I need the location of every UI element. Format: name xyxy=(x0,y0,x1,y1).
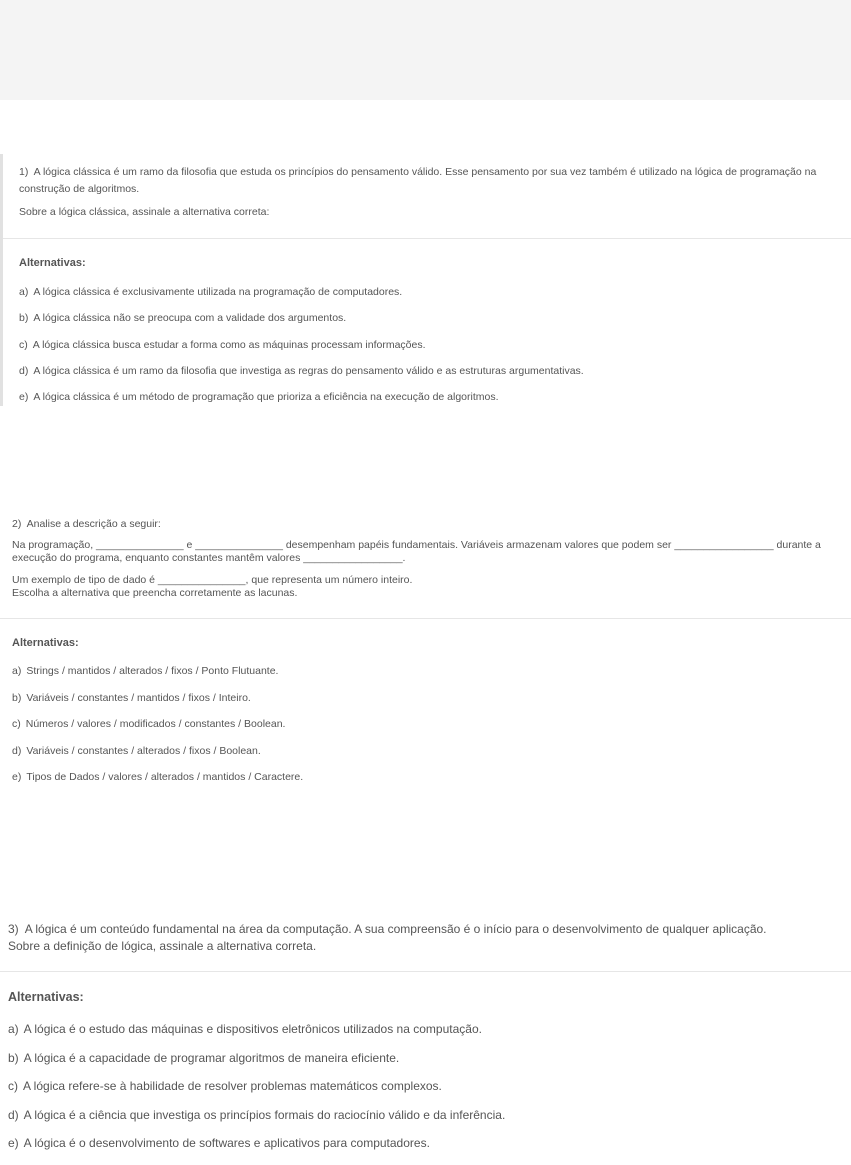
option-letter: d) xyxy=(8,1107,19,1122)
question-number: 1) xyxy=(19,166,29,178)
option-letter: a) xyxy=(12,665,22,677)
option-d[interactable] xyxy=(8,1108,851,1137)
option-letter: e) xyxy=(19,391,29,404)
option-text: Números / valores / modificados / constantes / Boolean. xyxy=(25,718,286,730)
alternatives-title: Alternativas: xyxy=(19,257,86,269)
option-c[interactable] xyxy=(8,1079,851,1108)
option-a[interactable] xyxy=(12,665,851,692)
question-text: Analise a descrição a seguir: xyxy=(26,518,161,530)
option-e[interactable] xyxy=(8,1136,851,1165)
question-2-stem xyxy=(12,518,851,531)
alternatives-title: Alternativas: xyxy=(8,990,84,1004)
option-text: A lógica clássica é exclusivamente utilizada na programação de computadores. xyxy=(33,286,403,298)
question-2-paragraph: Na programação, _______________ e _______________ desempenham papéis fundamentais. Variáveis armazenam valores que podem ser _________________ durante a execução do programa, enquanto constantes mantêm valores _________________. xyxy=(12,539,821,564)
option-letter: e) xyxy=(8,1136,19,1151)
option-d[interactable] xyxy=(12,745,851,772)
option-b[interactable] xyxy=(12,692,851,719)
question-number: 3) xyxy=(8,922,19,936)
option-a[interactable] xyxy=(19,286,851,312)
question-2-example: Um exemplo de tipo de dado é _______________, que representa um número inteiro. xyxy=(12,574,413,586)
question-text: A lógica clássica é um ramo da filosofia que estuda os princípios do pensamento válido. Esse pensamento por sua vez também é utilizado na lógica de programação na construção de algoritmos. xyxy=(19,166,817,195)
option-c[interactable] xyxy=(12,718,851,745)
option-text: A lógica refere-se à habilidade de resolver problemas matemáticos complexos. xyxy=(23,1079,442,1094)
option-text: A lógica é o desenvolvimento de softwares e aplicativos para computadores. xyxy=(23,1136,430,1151)
question-1-subtext: Sobre a lógica clássica, assinale a alternativa correta: xyxy=(19,206,270,218)
option-text: A lógica é o estudo das máquinas e dispositivos eletrônicos utilizados na computação. xyxy=(23,1022,482,1036)
option-b[interactable] xyxy=(8,1051,851,1080)
option-text: A lógica clássica é um método de programação que prioriza a eficiência na execução de algoritmos. xyxy=(33,391,499,404)
option-letter: c) xyxy=(12,718,21,730)
option-text: A lógica é a ciência que investiga os princípios formais do raciocínio válido e da inferência. xyxy=(23,1107,506,1122)
alternatives-list xyxy=(12,665,851,798)
question-text: A lógica é um conteúdo fundamental na área da computação. A sua compreensão é o início para o desenvolvimento de qualquer aplicação. xyxy=(24,922,767,936)
option-e[interactable] xyxy=(12,771,851,798)
option-text: A lógica clássica busca estudar a forma como as máquinas processam informações. xyxy=(32,338,426,351)
divider xyxy=(3,238,851,239)
option-e[interactable] xyxy=(19,391,851,417)
question-2 xyxy=(0,510,851,798)
option-text: A lógica clássica é um ramo da filosofia que investiga as regras do pensamento válido e as estruturas argumentativas. xyxy=(33,364,584,377)
question-3-stem xyxy=(8,921,851,938)
option-b[interactable] xyxy=(19,312,851,338)
divider xyxy=(0,618,851,619)
alternatives-list xyxy=(8,1022,851,1165)
question-2-instruction: Escolha a alternativa que preencha corretamente as lacunas. xyxy=(12,587,298,599)
option-text: Variáveis / constantes / mantidos / fixos / Inteiro. xyxy=(26,691,251,704)
option-letter: e) xyxy=(12,771,22,783)
option-letter: d) xyxy=(19,364,29,377)
option-text: A lógica é a capacidade de programar algoritmos de maneira eficiente. xyxy=(23,1050,400,1065)
question-1-stem xyxy=(19,164,851,198)
option-letter: b) xyxy=(8,1050,19,1065)
question-3 xyxy=(0,913,851,1165)
question-3-subtext: Sobre a definição de lógica, assinale a alternativa correta. xyxy=(8,939,317,953)
option-letter: c) xyxy=(19,338,28,351)
question-1 xyxy=(0,154,851,406)
question-number: 2) xyxy=(12,518,22,530)
option-text: A lógica clássica não se preocupa com a validade dos argumentos. xyxy=(33,312,347,325)
option-text: Variáveis / constantes / alterados / fixos / Boolean. xyxy=(26,744,261,757)
option-c[interactable] xyxy=(19,339,851,365)
option-letter: a) xyxy=(8,1022,19,1036)
top-header-band xyxy=(0,0,851,100)
option-a[interactable] xyxy=(8,1022,851,1051)
alternatives-title: Alternativas: xyxy=(12,637,79,649)
alternatives-list xyxy=(19,286,851,417)
option-d[interactable] xyxy=(19,365,851,391)
option-letter: a) xyxy=(19,286,29,298)
option-letter: b) xyxy=(19,312,29,325)
option-letter: c) xyxy=(8,1079,18,1094)
option-letter: d) xyxy=(12,744,22,757)
divider xyxy=(0,971,851,972)
option-text: Strings / mantidos / alterados / fixos / Ponto Flutuante. xyxy=(26,665,279,677)
option-text: Tipos de Dados / valores / alterados / mantidos / Caractere. xyxy=(26,771,304,783)
option-letter: b) xyxy=(12,691,22,704)
